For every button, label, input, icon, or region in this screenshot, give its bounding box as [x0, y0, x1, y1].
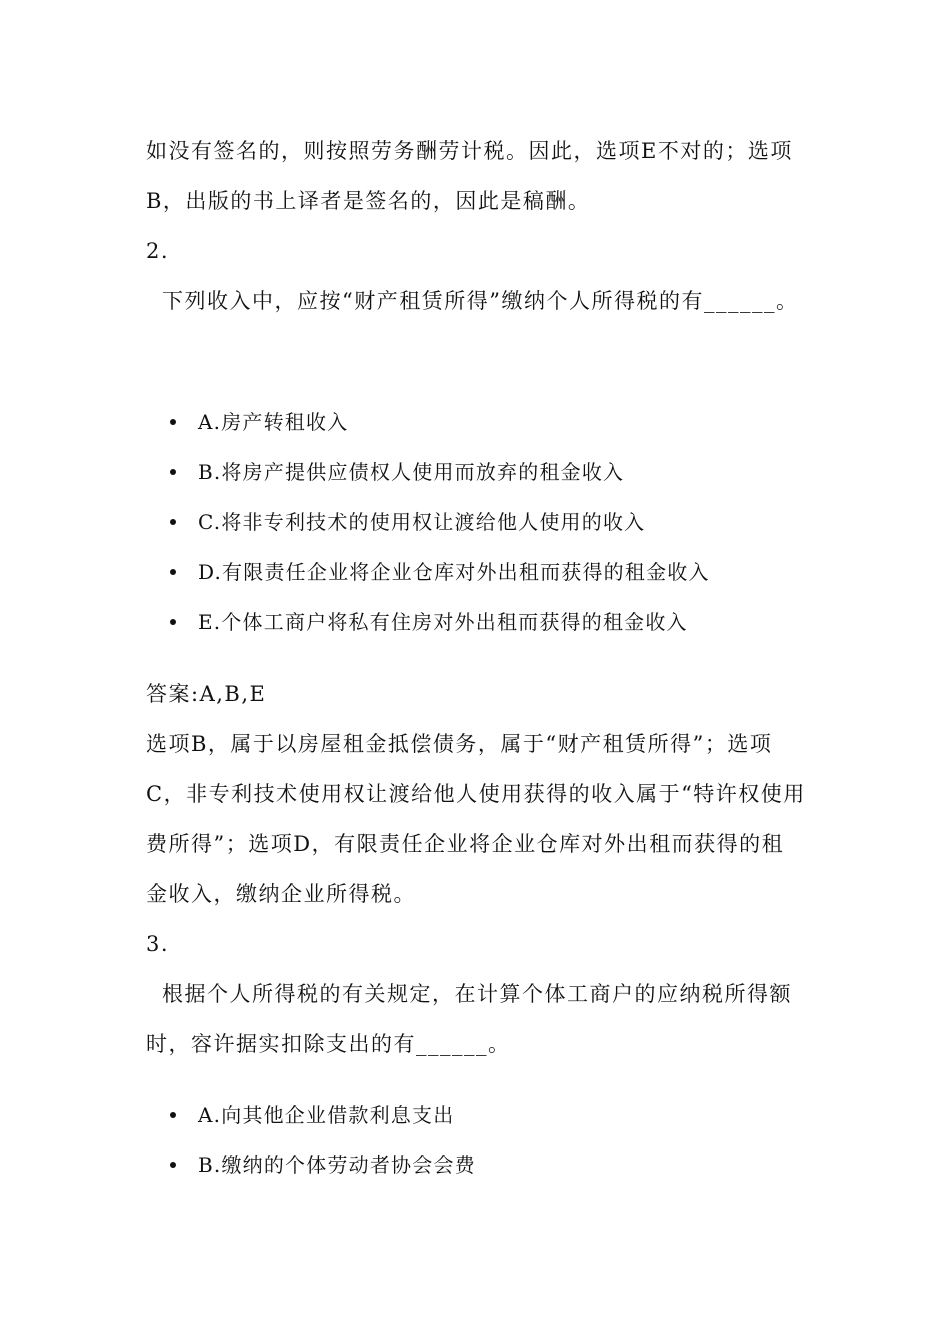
- q2-option-b: [170, 457, 624, 487]
- q2-option-c: [170, 507, 645, 537]
- q1-explanation-line-2: B，出版的书上译者是签名的，因此是稿酬。: [146, 189, 591, 213]
- q2-option-e-text: E.个体工商户将私有住房对外出租而获得的租金收入: [198, 610, 688, 634]
- q2-number: 2.: [146, 239, 170, 263]
- q3-number: 3.: [146, 932, 170, 956]
- q3-option-a: [170, 1100, 454, 1130]
- q2-option-a: [170, 407, 348, 437]
- q3-option-b: [170, 1150, 476, 1180]
- q2-explanation-line-4: 金收入，缴纳企业所得税。: [146, 882, 416, 906]
- q2-option-b-text: B.将房产提供应债权人使用而放弃的租金收入: [198, 460, 625, 484]
- q3-stem-line-1: 根据个人所得税的有关规定，在计算个体工商户的应纳税所得额: [162, 982, 792, 1006]
- q2-option-a-text: A.房产转租收入: [198, 410, 349, 434]
- q2-explanation-line-2: C，非专利技术使用权让渡给他人使用获得的收入属于“特许权使用: [146, 782, 806, 806]
- bullet-icon: [170, 619, 176, 625]
- bullet-icon: [170, 569, 176, 575]
- bullet-icon: [170, 469, 176, 475]
- q1-explanation-line-1: 如没有签名的，则按照劳务酬劳计税。因此，选项E不对的；选项: [146, 139, 793, 163]
- bullet-icon: [170, 519, 176, 525]
- q2-stem: 下列收入中，应按“财产租赁所得”缴纳个人所得税的有______。: [162, 289, 799, 313]
- q2-option-e: [170, 607, 688, 637]
- bullet-icon: [170, 419, 176, 425]
- q2-explanation-line-1: 选项B，属于以房屋租金抵偿债务，属于“财产租赁所得”；选项: [146, 732, 773, 756]
- q3-stem-line-2: 时，容许据实扣除支出的有______。: [146, 1032, 511, 1056]
- q2-option-d-text: D.有限责任企业将企业仓库对外出租而获得的租金收入: [198, 560, 710, 584]
- bullet-icon: [170, 1162, 176, 1168]
- q2-answer: 答案:A,B,E: [146, 682, 267, 706]
- q2-option-c-text: C.将非专利技术的使用权让渡给他人使用的收入: [198, 510, 646, 534]
- q3-option-a-text: A.向其他企业借款利息支出: [198, 1103, 455, 1127]
- q3-option-b-text: B.缴纳的个体劳动者协会会费: [198, 1153, 476, 1177]
- q2-explanation-line-3: 费所得”；选项D，有限责任企业将企业仓库对外出租而获得的租: [146, 832, 785, 856]
- bullet-icon: [170, 1112, 176, 1118]
- q2-option-d: [170, 557, 710, 587]
